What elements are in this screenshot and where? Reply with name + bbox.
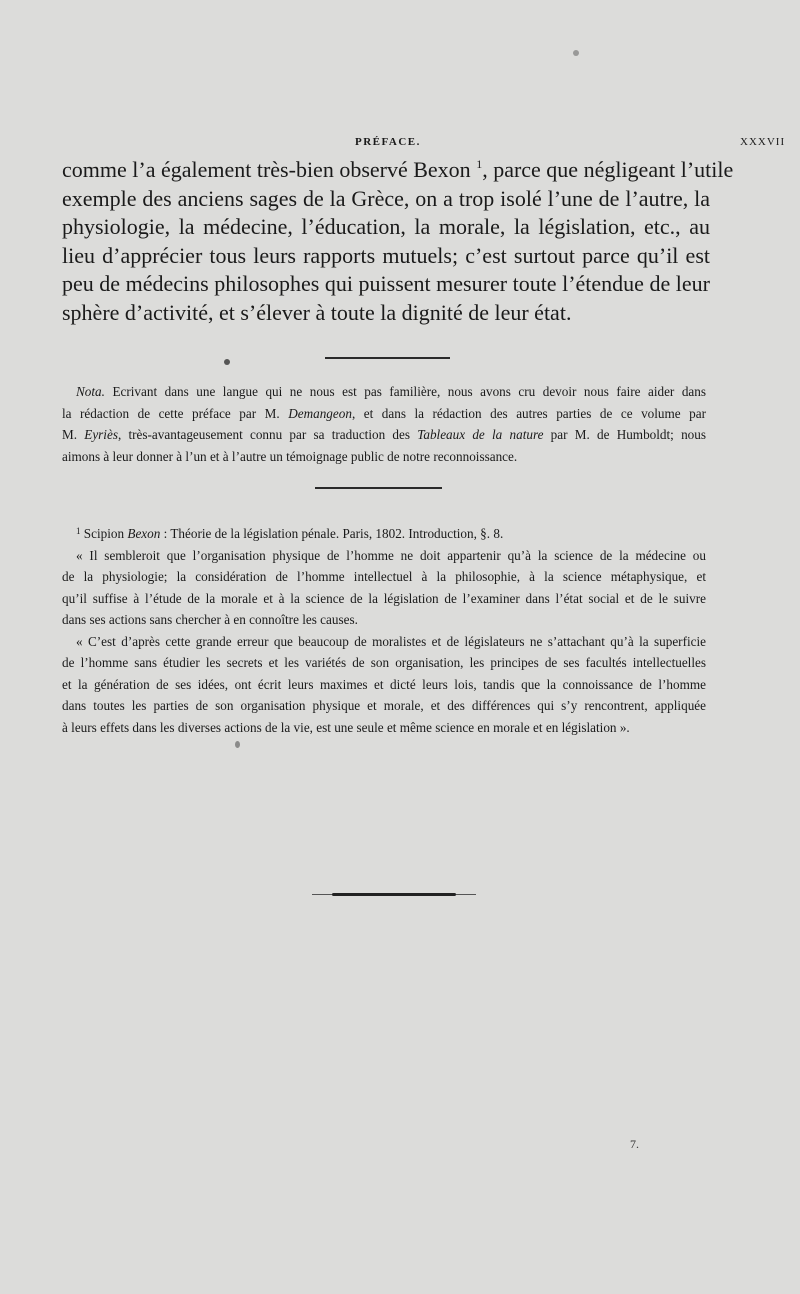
main-line-3: physiologie, la médecine, l’éducation, la morale, la législation, etc., au: [62, 214, 710, 239]
page-header: [0, 136, 800, 156]
main-line-2: exemple des anciens sages de la Grèce, on a trop isolé l’une de l’autre, la: [62, 185, 710, 211]
ink-speck: [235, 741, 240, 748]
ink-speck: [573, 50, 579, 56]
signature-mark: 7.: [630, 1137, 639, 1151]
ink-speck: [224, 359, 230, 365]
footnote-citation: $^1$ Scipion Bexon : Théorie de la législation pénale. Paris, 1802. Introduction, §. 8.: [76, 526, 504, 541]
nota-line-4: aimons à leur donner à l’un et à l’autre un témoignage public de notre reconnoissance.: [62, 448, 518, 464]
footnote-reference: 1: [476, 157, 483, 171]
footnote-quote-2: « C’est d’après cette grande erreur que beaucoup de moralistes et de législateurs ne s’attachant qu’à la superficie de l’homme sans étudier les secrets et les variétés de son organisation, les principes de ses facultés intellectuelles et la génération de ses idées, ont écrit leurs maximes et dicté leurs lois, tandis que la connoissance de l’homme dans toutes les parties de son organisation physique et morale, et des différences qui s’y rencontrent, appliquée à leurs effets dans les diverses actions de la vie, est une seule et même science en morale et en législation ».: [62, 633, 706, 735]
running-title: PRÉFACE.: [355, 136, 421, 148]
page-number: XXXVII: [740, 136, 786, 148]
section-rule-2: [315, 487, 442, 489]
main-line-6: sphère d’activité, et s’élever à toute la dignité de leur état.: [62, 299, 572, 325]
main-line-1: comme l’a également très-bien observé Bexon $^1$, parce que négligeant l’utile: [62, 157, 734, 182]
nota-line-2: la rédaction de cette préface par M. Demangeon, et dans la rédaction des autres parties de ce volume par: [62, 405, 706, 421]
footnote-quote-1: « Il sembleroit que l’organisation physique de l’homme ne doit appartenir qu’à la science de la médecine ou de la physiologie; la considération de l’homme intellectuel à la philosophie, à la science métaphysique, et qu’il suffise à l’étude de la morale et à la science de la législation de l’examiner dans l’état social et de le suivre dans ses actions sans chercher à en connoître les causes.: [62, 547, 706, 627]
nota-line-3: M. Eyriès, très-avantageusement connu par sa traduction des Tableaux de la nature par M. de Humboldt; nous: [62, 427, 706, 442]
main-line-5: peu de médecins philosophes qui puissent mesurer toute l’étendue de leur: [62, 271, 710, 296]
end-ornament-rule: [312, 893, 476, 896]
nota-label: Nota.: [76, 384, 105, 399]
nota-paragraph: [62, 381, 706, 467]
nota-line-1: Nota. Ecrivant dans une langue qui ne nous est pas familière, nous avons cru devoir nous faire aider dans: [76, 384, 706, 399]
section-rule-1: [325, 357, 450, 359]
main-paragraph: [62, 156, 734, 327]
footnotes: [62, 521, 706, 738]
main-line-4: lieu d’apprécier tous leurs rapports mutuels; c’est surtout parce qu’il est: [62, 242, 710, 268]
